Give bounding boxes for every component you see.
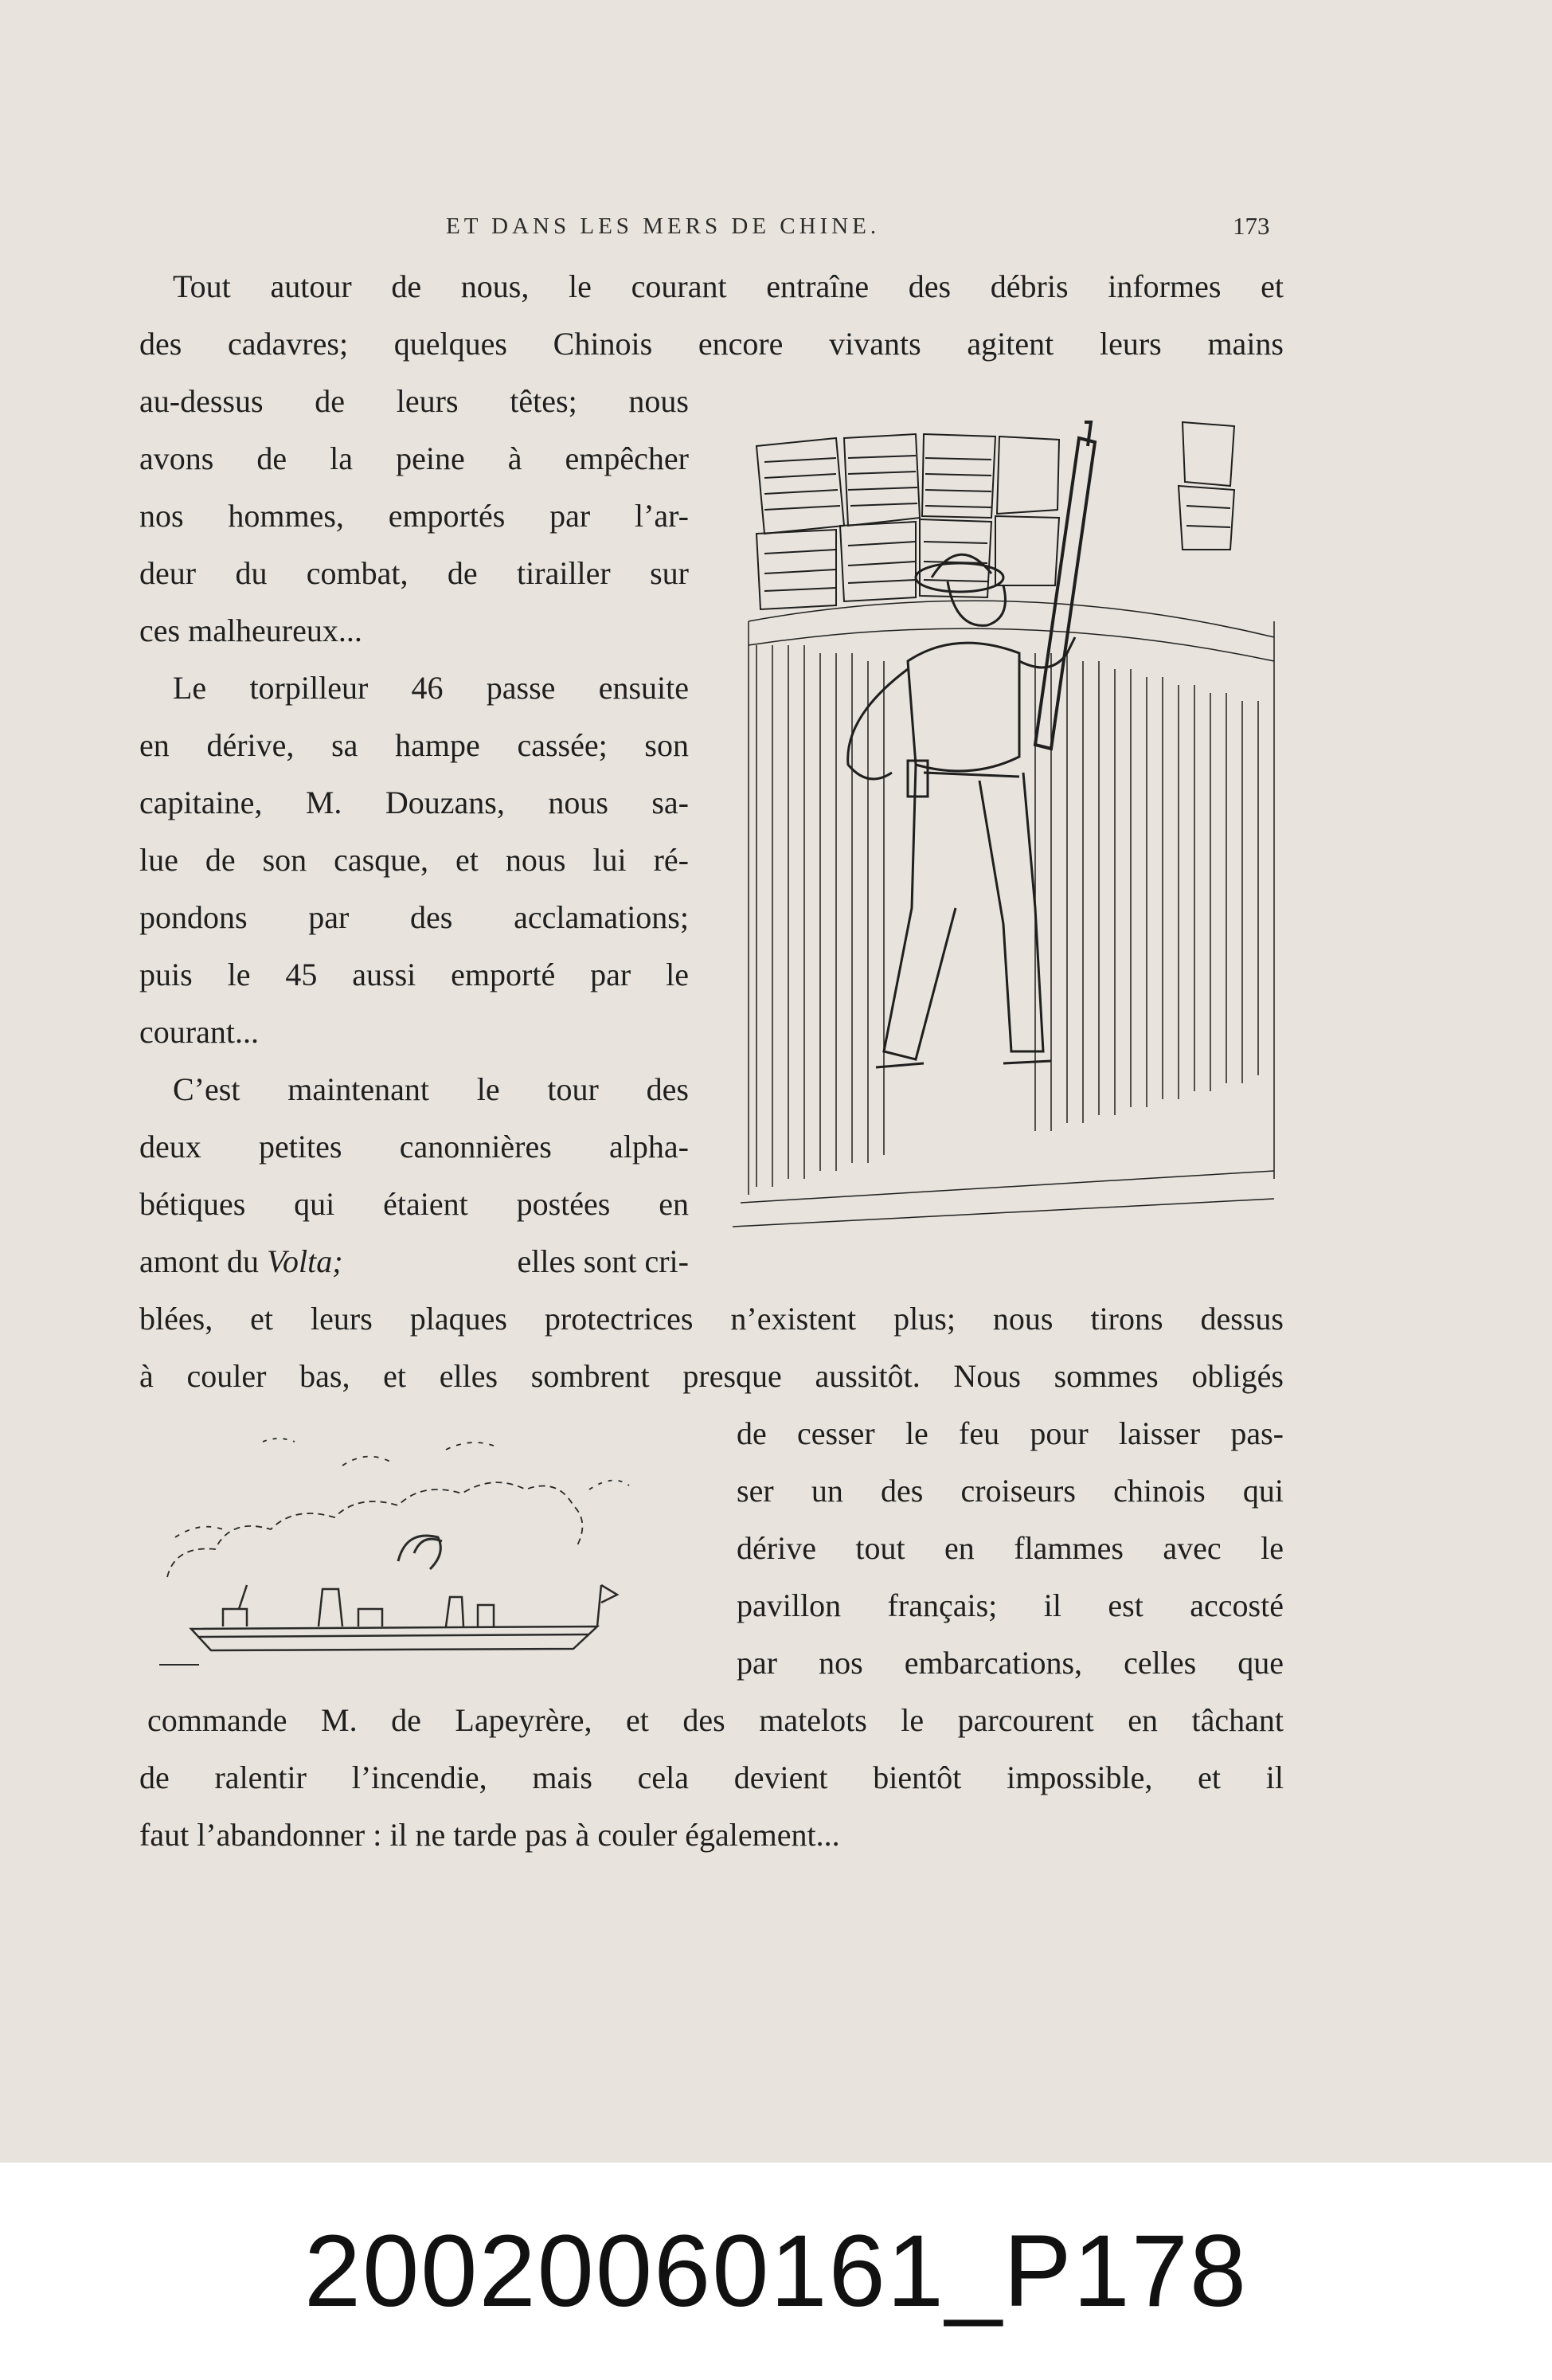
- ship-illustration: [143, 1418, 717, 1673]
- body-line: par nos embarcations, celles que: [737, 1645, 1284, 1681]
- body-line: lue de son casque, et nous lui ré-: [139, 842, 689, 878]
- body-line: nos hommes, emportés par l’ar-: [139, 498, 689, 534]
- body-line-volta: [139, 1243, 689, 1279]
- sacks: [756, 422, 1234, 609]
- body-line: pavillon français; il est accosté: [737, 1587, 1284, 1623]
- body-line: deur du combat, de tirailler sur: [139, 555, 689, 591]
- page-number: 173: [1233, 212, 1270, 240]
- running-title: ET DANS LES MERS DE CHINE.: [446, 213, 881, 239]
- body-line: courant...: [139, 1014, 259, 1050]
- body-line: en dérive, sa hampe cassée; son: [139, 727, 689, 763]
- line-text: elles sont cri-: [517, 1243, 689, 1279]
- body-line: des cadavres; quelques Chinois encore vivants agitent leurs mains: [139, 326, 1284, 362]
- smoke-clouds: [167, 1439, 629, 1577]
- body-line: blées, et leurs plaques protectrices n’existent plus; nous tirons dessus: [139, 1301, 1284, 1337]
- wall-hatching: [733, 601, 1274, 1227]
- body-line: capitaine, M. Douzans, nous sa-: [139, 785, 689, 820]
- body-line: bétiques qui étaient postées en: [139, 1186, 689, 1222]
- body-line: Le torpilleur 46 passe ensuite: [173, 670, 689, 706]
- body-line: de cesser le feu pour laisser pas-: [737, 1415, 1284, 1451]
- body-line: puis le 45 aussi emporté par le: [139, 957, 689, 992]
- body-line: dérive tout en flammes avec le: [737, 1530, 1284, 1566]
- ship-name-volta: Volta;: [266, 1243, 343, 1279]
- body-line: au-dessus de leurs têtes; nous: [139, 383, 689, 419]
- body-line: deux petites canonnières alpha-: [139, 1129, 689, 1165]
- body-line: commande M. de Lapeyrère, et des matelots le parcourent en tâchant: [147, 1702, 1284, 1738]
- body-line: ser un des croiseurs chinois qui: [737, 1473, 1284, 1509]
- body-line: à couler bas, et elles sombrent presque aussitôt. Nous sommes obligés: [139, 1358, 1284, 1394]
- body-line: C’est maintenant le tour des: [173, 1071, 689, 1107]
- body-line: faut l’abandonner : il ne tarde pas à couler également...: [139, 1817, 840, 1853]
- body-line: ces malheureux...: [139, 613, 362, 648]
- sailor-illustration: [717, 414, 1282, 1235]
- body-line: pondons par des acclamations;: [139, 899, 689, 935]
- body-line: de ralentir l’incendie, mais cela devient bientôt impossible, et il: [139, 1760, 1284, 1795]
- image-caption: 20020060161_P178: [303, 2214, 1249, 2328]
- body-line: Tout autour de nous, le courant entraîne des débris informes et: [173, 268, 1284, 304]
- line-text: amont du: [139, 1243, 267, 1279]
- body-line: avons de la peine à empêcher: [139, 440, 689, 476]
- ship-hull: [191, 1585, 617, 1650]
